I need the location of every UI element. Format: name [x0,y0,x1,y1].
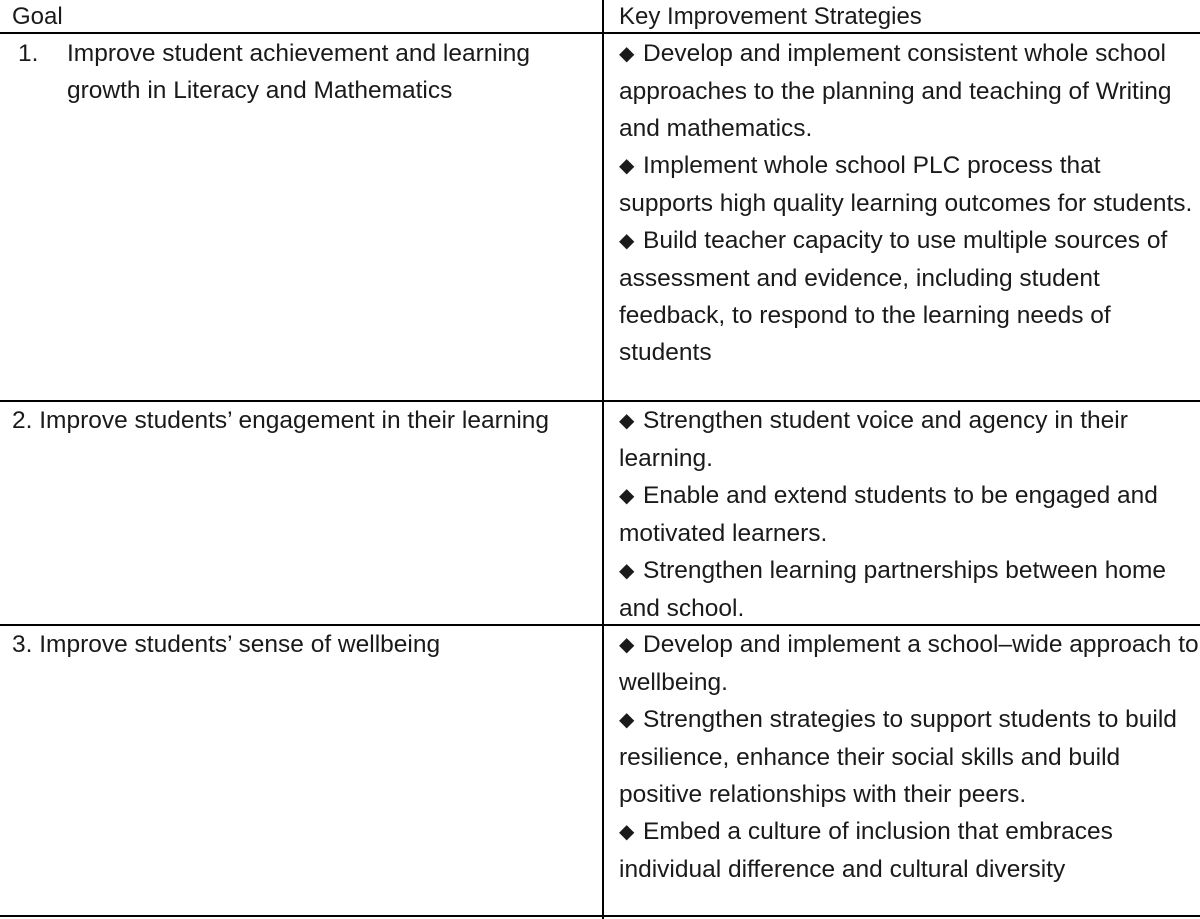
goal-number: 1. [18,40,39,67]
strategy-item: ◆ Build teacher capacity to use multiple sources of assessment and evidence, including student feedback, to respond to the learning needs of students [619,222,1199,371]
strategy-item: ◆ Implement whole school PLC process that supports high quality learning outcomes for students. [619,147,1199,222]
diamond-bullet-icon: ◆ [619,155,635,177]
strategies-cell-2 [619,402,1199,627]
strategies-cell-3 [619,626,1199,888]
table-row-divider [0,32,1200,34]
strategy-item: ◆ Strengthen learning partnerships between home and school. [619,552,1199,627]
goal-cell-3: 3. Improve students’ sense of wellbeing [12,631,441,658]
strategy-item: ◆ Embed a culture of inclusion that embraces individual difference and cultural diversity [619,813,1199,888]
strategies-cell-1 [619,35,1199,371]
diamond-bullet-icon: ◆ [619,230,635,252]
diamond-bullet-icon: ◆ [619,821,635,843]
table-bottom-border [0,915,1200,917]
goal-cell-1 [12,35,597,109]
diamond-bullet-icon: ◆ [619,709,635,731]
strategy-item: ◆ Develop and implement a school–wide approach to wellbeing. [619,626,1199,701]
diamond-bullet-icon: ◆ [619,410,635,432]
goal-cell-2: 2. Improve students’ engagement in their learning [12,407,550,434]
diamond-bullet-icon: ◆ [619,485,635,507]
strategy-item: ◆ Strengthen strategies to support students to build resilience, enhance their social skills and build positive relationships with their peers. [619,701,1199,813]
strategy-item: ◆ Enable and extend students to be engaged and motivated learners. [619,477,1199,552]
goal-column-header: Goal [12,3,63,30]
diamond-bullet-icon: ◆ [619,560,635,582]
diamond-bullet-icon: ◆ [619,634,635,656]
strategies-column-header: Key Improvement Strategies [619,3,922,30]
diamond-bullet-icon: ◆ [619,43,635,65]
strategy-item: ◆ Strengthen student voice and agency in their learning. [619,402,1199,477]
strategy-item: ◆ Develop and implement consistent whole school approaches to the planning and teaching of Writing and mathematics. [619,35,1199,147]
goal-text: Improve student achievement and learning growth in Literacy and Mathematics [67,40,531,104]
table-column-divider [602,0,604,919]
